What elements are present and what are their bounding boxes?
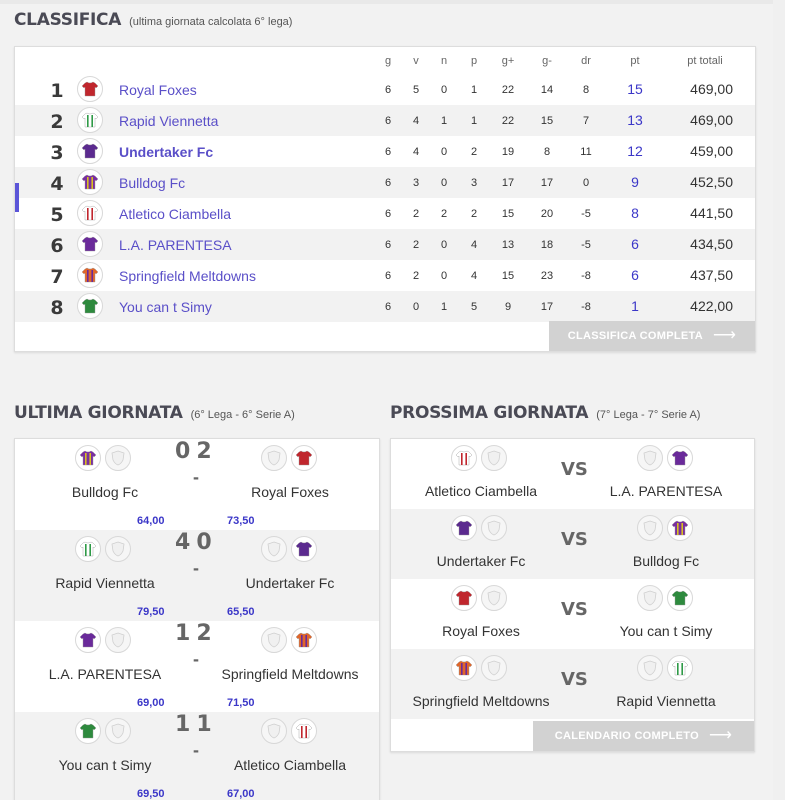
stat-ga: 17	[540, 301, 554, 313]
away-crest-icon	[261, 627, 287, 653]
away-shirt-icon	[291, 718, 317, 744]
points: 6	[631, 267, 639, 283]
home-team[interactable]: Springfield Meltdowns	[412, 693, 550, 709]
away-crest-icon	[637, 585, 663, 611]
stat-v: 3	[412, 177, 420, 189]
team-link[interactable]: Springfield Meltdowns	[119, 268, 256, 284]
home-crest-icon	[105, 445, 131, 471]
stat-gf: 22	[501, 84, 515, 96]
col-n: n	[440, 55, 448, 67]
col-gf: g+	[501, 55, 515, 67]
team-shirt-icon	[77, 293, 103, 319]
page-gutter	[773, 0, 785, 800]
team-shirt-icon	[77, 169, 103, 195]
total-points: 434,50	[690, 236, 733, 252]
team-link[interactable]: Rapid Viennetta	[119, 113, 219, 129]
stat-p: 4	[470, 239, 478, 251]
next-round-card	[390, 438, 755, 752]
score	[175, 530, 218, 555]
stat-p: 2	[470, 208, 478, 220]
stat-g: 6	[384, 84, 392, 96]
score-dash: -	[193, 740, 199, 760]
stat-dr: -5	[581, 239, 591, 251]
stat-dr: 7	[582, 115, 590, 127]
home-shirt-icon	[75, 445, 101, 471]
home-fantasy-points: 64,00	[137, 515, 165, 527]
stat-n: 1	[440, 301, 448, 313]
standings-row[interactable]	[15, 198, 755, 229]
arrow-right-icon: ⟶	[708, 727, 733, 744]
stat-dr: -8	[581, 270, 591, 282]
stat-gf: 22	[501, 115, 515, 127]
full-standings-button[interactable]	[549, 321, 755, 351]
stat-gf: 13	[501, 239, 515, 251]
total-points: 459,00	[690, 143, 733, 159]
home-crest-icon	[105, 627, 131, 653]
full-calendar-button[interactable]	[533, 721, 754, 751]
team-shirt-icon	[77, 200, 103, 226]
stat-n: 0	[440, 239, 448, 251]
team-shirt-icon	[77, 107, 103, 133]
away-fantasy-points: 67,00	[227, 788, 255, 800]
last-round-heading: ULTIMA GIORNATA	[14, 403, 183, 423]
stat-v: 2	[412, 270, 420, 282]
home-shirt-icon	[451, 445, 477, 471]
stat-p: 1	[470, 115, 478, 127]
standings-row[interactable]	[15, 260, 755, 291]
points: 8	[631, 205, 639, 221]
away-crest-icon	[261, 536, 287, 562]
my-team-marker	[15, 183, 19, 212]
home-crest-icon	[481, 655, 507, 681]
stat-v: 2	[412, 208, 420, 220]
away-crest-icon	[637, 445, 663, 471]
match-result[interactable]	[15, 621, 379, 712]
score-dash: -	[193, 467, 199, 487]
away-shirt-icon	[667, 585, 693, 611]
stat-gf: 19	[501, 146, 515, 158]
rank: 7	[50, 266, 64, 288]
col-dr: dr	[581, 55, 591, 67]
rank: 6	[50, 235, 64, 257]
points: 1	[631, 298, 639, 314]
stat-n: 0	[440, 84, 448, 96]
away-goals: 2	[196, 621, 218, 646]
versus-label: VS	[561, 669, 588, 690]
team-link[interactable]: You can t Simy	[119, 299, 212, 315]
score	[175, 621, 218, 646]
home-shirt-icon	[451, 515, 477, 541]
last-round-subtitle: (6° Lega - 6° Serie A)	[190, 409, 295, 421]
away-fantasy-points: 71,50	[227, 697, 255, 709]
stat-g: 6	[384, 301, 392, 313]
away-crest-icon	[637, 655, 663, 681]
arrow-right-icon: ⟶	[713, 327, 737, 344]
away-goals: 2	[196, 439, 218, 464]
away-shirt-icon	[291, 536, 317, 562]
stat-ga: 15	[540, 115, 554, 127]
home-team[interactable]: Atletico Ciambella	[424, 483, 538, 499]
stat-ga: 23	[540, 270, 554, 282]
last-round-card	[14, 438, 380, 800]
stat-v: 0	[412, 301, 420, 313]
team-link[interactable]: Bulldog Fc	[119, 175, 186, 191]
home-team[interactable]: You can t Simy	[58, 757, 152, 773]
home-team[interactable]: L.A. PARENTESA	[48, 666, 162, 682]
stat-g: 6	[384, 177, 392, 189]
stat-g: 6	[384, 270, 392, 282]
team-link[interactable]: L.A. PARENTESA	[119, 237, 232, 253]
home-goals: 1	[175, 712, 197, 737]
away-fantasy-points: 65,50	[227, 606, 255, 618]
total-points: 437,50	[690, 267, 733, 283]
col-p: p	[470, 55, 478, 67]
away-shirt-icon	[667, 655, 693, 681]
away-team[interactable]: Bulldog Fc	[632, 553, 700, 569]
stat-dr: -5	[581, 208, 591, 220]
home-crest-icon	[481, 445, 507, 471]
away-team[interactable]: Rapid Viennetta	[616, 693, 716, 709]
home-fantasy-points: 69,50	[137, 788, 165, 800]
points: 15	[627, 81, 643, 97]
away-team[interactable]: Royal Foxes	[251, 484, 329, 500]
team-shirt-icon	[77, 138, 103, 164]
team-link[interactable]: Undertaker Fc	[119, 144, 214, 160]
standings-row[interactable]	[15, 167, 755, 198]
next-round-title	[390, 403, 700, 423]
versus-label: VS	[561, 599, 588, 620]
home-goals: 0	[175, 439, 197, 464]
home-shirt-icon	[75, 718, 101, 744]
standings-row[interactable]	[15, 105, 755, 136]
stat-dr: 11	[580, 146, 592, 158]
full-standings-label: CLASSIFICA COMPLETA	[567, 330, 703, 342]
standings-subtitle: (ultima giornata calcolata 6° lega)	[129, 16, 293, 28]
total-points: 469,00	[690, 112, 733, 128]
total-points: 422,00	[690, 298, 733, 314]
stat-v: 4	[412, 115, 420, 127]
rank: 5	[50, 204, 64, 226]
match-result[interactable]	[15, 712, 379, 800]
col-v: v	[413, 55, 419, 67]
stat-ga: 14	[540, 84, 554, 96]
stat-gf: 17	[501, 177, 515, 189]
home-goals: 1	[175, 621, 197, 646]
upcoming-match[interactable]	[391, 509, 754, 579]
match-result[interactable]	[15, 439, 379, 530]
away-goals: 0	[196, 530, 218, 555]
top-border	[0, 0, 785, 4]
stat-gf: 15	[501, 270, 515, 282]
away-team[interactable]: You can t Simy	[619, 623, 713, 639]
stat-p: 1	[470, 84, 478, 96]
stat-g: 6	[384, 146, 392, 158]
stat-ga: 8	[543, 146, 551, 158]
away-shirt-icon	[667, 445, 693, 471]
away-shirt-icon	[667, 515, 693, 541]
home-team[interactable]: Undertaker Fc	[436, 553, 526, 569]
stat-p: 2	[470, 146, 478, 158]
score	[175, 712, 218, 737]
standings-row[interactable]	[15, 291, 755, 322]
away-crest-icon	[637, 515, 663, 541]
upcoming-match[interactable]	[391, 579, 754, 649]
standings-row[interactable]	[15, 136, 755, 167]
home-shirt-icon	[75, 627, 101, 653]
team-shirt-icon	[77, 76, 103, 102]
home-goals: 4	[175, 530, 197, 555]
versus-label: VS	[561, 529, 588, 550]
home-team[interactable]: Bulldog Fc	[71, 484, 139, 500]
away-team[interactable]: Undertaker Fc	[245, 575, 335, 591]
stat-v: 2	[412, 239, 420, 251]
team-link[interactable]: Atletico Ciambella	[119, 206, 232, 222]
home-team[interactable]: Rapid Viennetta	[55, 575, 155, 591]
home-shirt-icon	[451, 585, 477, 611]
standings-row[interactable]	[15, 229, 755, 260]
stat-v: 4	[412, 146, 420, 158]
away-shirt-icon	[291, 627, 317, 653]
standings-heading: CLASSIFICA	[14, 10, 122, 30]
home-fantasy-points: 69,00	[137, 697, 165, 709]
col-pt-totali: pt totali	[687, 55, 723, 67]
home-crest-icon	[481, 585, 507, 611]
team-shirt-icon	[77, 231, 103, 257]
stat-ga: 18	[540, 239, 554, 251]
total-points: 469,00	[690, 81, 733, 97]
home-crest-icon	[105, 536, 131, 562]
next-round-subtitle: (7° Lega - 7° Serie A)	[596, 409, 701, 421]
rank: 1	[50, 80, 64, 102]
stat-ga: 17	[540, 177, 554, 189]
away-team[interactable]: Atletico Ciambella	[233, 757, 347, 773]
rank: 2	[50, 111, 64, 133]
full-calendar-label: CALENDARIO COMPLETO	[554, 730, 699, 742]
points: 6	[631, 236, 639, 252]
standings-card	[14, 46, 756, 352]
stat-g: 6	[384, 208, 392, 220]
rank: 3	[50, 142, 64, 164]
versus-label: VS	[561, 459, 588, 480]
team-shirt-icon	[77, 262, 103, 288]
col-pt: pt	[630, 55, 640, 67]
away-crest-icon	[261, 445, 287, 471]
upcoming-match[interactable]	[391, 439, 754, 509]
away-fantasy-points: 73,50	[227, 515, 255, 527]
score-dash: -	[193, 558, 199, 578]
stat-g: 6	[384, 239, 392, 251]
standings-header	[15, 55, 755, 71]
stat-ga: 20	[540, 208, 554, 220]
home-fantasy-points: 79,50	[137, 606, 165, 618]
stat-gf: 15	[501, 208, 515, 220]
stat-n: 2	[440, 208, 448, 220]
stat-n: 0	[440, 146, 448, 158]
stat-gf: 9	[504, 301, 512, 313]
away-crest-icon	[261, 718, 287, 744]
match-result[interactable]	[15, 530, 379, 621]
total-points: 441,50	[690, 205, 733, 221]
home-crest-icon	[105, 718, 131, 744]
home-crest-icon	[481, 515, 507, 541]
stat-v: 5	[412, 84, 420, 96]
points: 13	[627, 112, 643, 128]
score	[175, 439, 218, 464]
upcoming-match[interactable]	[391, 649, 754, 719]
stat-p: 4	[470, 270, 478, 282]
away-team[interactable]: L.A. PARENTESA	[609, 483, 723, 499]
stat-n: 1	[440, 115, 448, 127]
away-goals: 1	[196, 712, 218, 737]
home-shirt-icon	[451, 655, 477, 681]
standings-row[interactable]	[15, 74, 755, 105]
home-shirt-icon	[75, 536, 101, 562]
stat-n: 0	[440, 177, 448, 189]
col-g: g	[384, 55, 392, 67]
rank: 4	[50, 173, 64, 195]
points: 9	[631, 174, 639, 190]
away-team[interactable]: Springfield Meltdowns	[221, 666, 359, 682]
stat-dr: 0	[582, 177, 590, 189]
stat-dr: 8	[582, 84, 590, 96]
rank: 8	[50, 297, 64, 319]
next-round-heading: PROSSIMA GIORNATA	[390, 403, 589, 423]
away-shirt-icon	[291, 445, 317, 471]
stat-g: 6	[384, 115, 392, 127]
score-dash: -	[193, 649, 199, 669]
col-ga: g-	[542, 55, 552, 67]
stat-p: 5	[470, 301, 478, 313]
standings-title	[14, 10, 292, 30]
stat-dr: -8	[581, 301, 591, 313]
stat-p: 3	[470, 177, 478, 189]
stat-n: 0	[440, 270, 448, 282]
home-team[interactable]: Royal Foxes	[442, 623, 520, 639]
total-points: 452,50	[690, 174, 733, 190]
last-round-title	[14, 403, 295, 423]
points: 12	[627, 143, 643, 159]
team-link[interactable]: Royal Foxes	[119, 82, 197, 98]
